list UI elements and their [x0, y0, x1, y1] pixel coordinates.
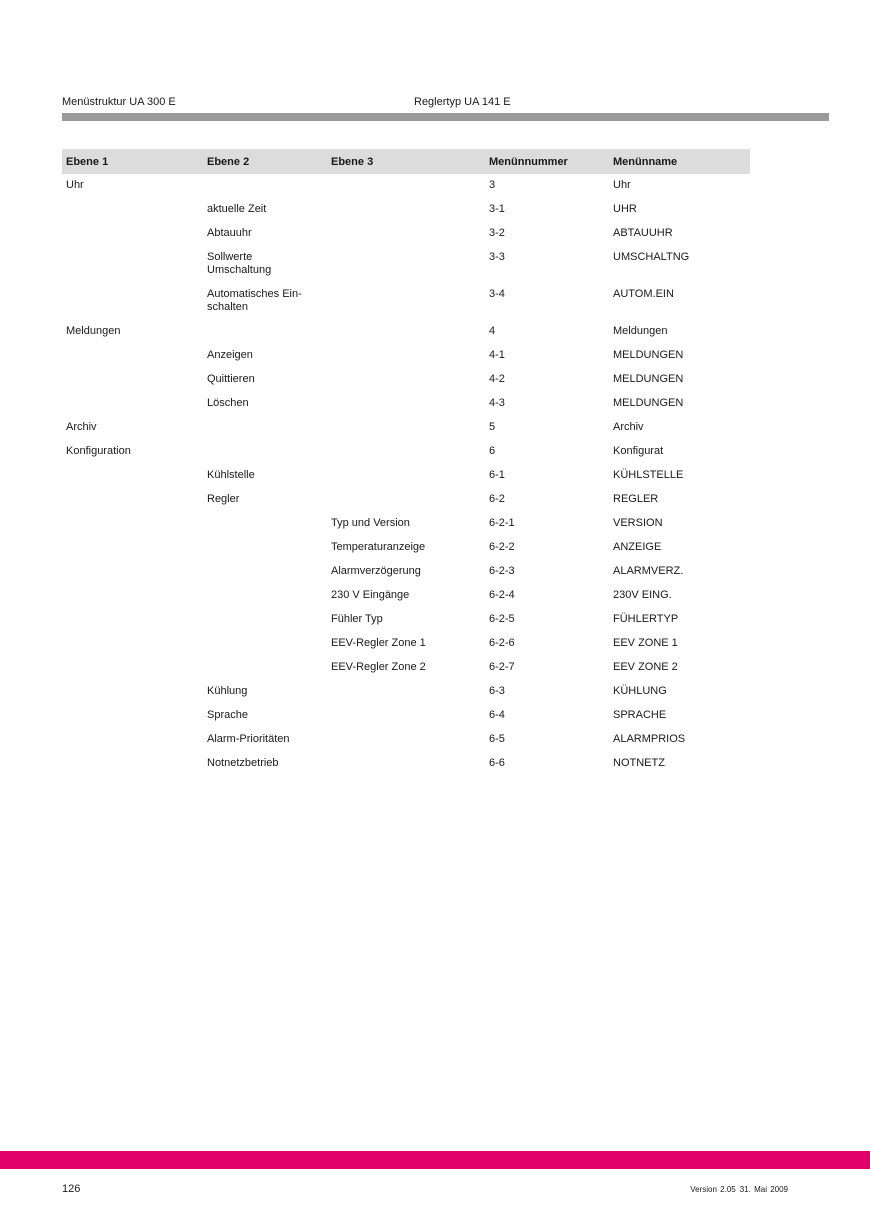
cell-menu-number: 6-2-7: [489, 661, 515, 673]
table-body: [62, 174, 750, 776]
cell-menu-number: 3-1: [489, 203, 505, 215]
cell-ebene-1: [62, 584, 203, 608]
cell-ebene-1: [62, 368, 203, 392]
cell-ebene-2: [203, 656, 327, 680]
cell-menu-name: MELDUNGEN: [613, 373, 684, 385]
table-row: [62, 464, 750, 488]
cell-ebene-2: [203, 584, 327, 608]
table-row: [62, 536, 750, 560]
cell-ebene-2: Automatisches Ein- schalten: [207, 288, 302, 313]
cell-ebene-3: [327, 752, 485, 776]
table-row: [62, 608, 750, 632]
cell-menu-number: 6-1: [489, 469, 505, 481]
cell-ebene-1: [62, 392, 203, 416]
cell-menu-name: VERSION: [613, 517, 663, 529]
cell-ebene-3: [327, 283, 485, 320]
cell-menu-name: EEV ZONE 2: [613, 661, 678, 673]
cell-menu-number: 6-5: [489, 733, 505, 745]
cell-menu-number: 6-2-4: [489, 589, 515, 601]
cell-menu-name: UMSCHALTNG: [613, 251, 690, 263]
cell-ebene-2: [203, 536, 327, 560]
cell-menu-number: 6-4: [489, 709, 505, 721]
cell-ebene-1: [62, 560, 203, 584]
cell-ebene-2: Regler: [207, 493, 240, 505]
cell-menu-name: ALARMVERZ.: [613, 565, 684, 577]
version-date: 31. Mai 2009: [739, 1185, 788, 1194]
cell-menu-number: 3-2: [489, 227, 505, 239]
cell-menu-name: MELDUNGEN: [613, 397, 684, 409]
cell-ebene-3: [327, 246, 485, 283]
cell-menu-number: 6-2-6: [489, 637, 515, 649]
table-row: [62, 392, 750, 416]
table-row: [62, 368, 750, 392]
cell-menu-name: KÜHLSTELLE: [613, 469, 684, 481]
cell-ebene-2: Löschen: [207, 397, 249, 409]
cell-ebene-3: Fühler Typ: [331, 613, 383, 625]
cell-menu-name: EEV ZONE 1: [613, 637, 678, 649]
cell-ebene-3: EEV-Regler Zone 2: [331, 661, 426, 673]
cell-ebene-2: Kühlung: [207, 685, 248, 697]
cell-menu-name: MELDUNGEN: [613, 349, 684, 361]
running-header-title: Menüstruktur UA 300 E: [62, 96, 176, 108]
running-header-controller-type: Reglertyp UA 141 E: [414, 96, 511, 108]
footer-accent-bar: [0, 1151, 870, 1169]
table-row: [62, 283, 750, 320]
table-row: [62, 488, 750, 512]
cell-ebene-2: [203, 174, 327, 198]
cell-ebene-2: Sollwerte Umschaltung: [207, 251, 272, 276]
cell-ebene-1: [62, 464, 203, 488]
cell-menu-name: KÜHLUNG: [613, 685, 667, 697]
column-header-menu-number: Menünnummer: [485, 149, 609, 174]
table-row: [62, 632, 750, 656]
cell-ebene-2: Quittieren: [207, 373, 255, 385]
cell-ebene-1: [62, 488, 203, 512]
table-header-row: [62, 149, 750, 174]
cell-ebene-3: [327, 222, 485, 246]
cell-ebene-3: [327, 440, 485, 464]
table-row: [62, 656, 750, 680]
cell-ebene-1: [62, 344, 203, 368]
cell-ebene-2: [203, 632, 327, 656]
cell-menu-number: 6: [489, 445, 496, 457]
cell-ebene-3: [327, 392, 485, 416]
cell-ebene-1: [62, 222, 203, 246]
cell-ebene-1: Meldungen: [66, 325, 121, 337]
cell-ebene-1: [62, 246, 203, 283]
column-header-ebene-1: Ebene 1: [62, 149, 203, 174]
table-row: [62, 222, 750, 246]
cell-ebene-3: [327, 464, 485, 488]
table-row: [62, 320, 750, 344]
cell-ebene-1: [62, 512, 203, 536]
table-row: [62, 174, 750, 198]
cell-ebene-1: [62, 608, 203, 632]
version-label: Version 2.05: [690, 1185, 736, 1194]
table-row: [62, 440, 750, 464]
cell-ebene-2: Anzeigen: [207, 349, 253, 361]
cell-ebene-3: Typ und Version: [331, 517, 410, 529]
cell-ebene-3: [327, 488, 485, 512]
cell-ebene-3: [327, 704, 485, 728]
cell-ebene-2: [203, 416, 327, 440]
cell-ebene-3: [327, 368, 485, 392]
cell-ebene-1: Uhr: [66, 179, 84, 191]
cell-menu-number: 6-2-2: [489, 541, 515, 553]
cell-menu-name: FÜHLERTYP: [613, 613, 679, 625]
column-header-ebene-3: Ebene 3: [327, 149, 485, 174]
cell-ebene-3: [327, 728, 485, 752]
cell-menu-number: 4: [489, 325, 496, 337]
cell-ebene-2: [203, 440, 327, 464]
cell-ebene-2: Abtauuhr: [207, 227, 252, 239]
cell-menu-name: Archiv: [613, 421, 644, 433]
table-row: [62, 560, 750, 584]
cell-ebene-2: Sprache: [207, 709, 248, 721]
cell-ebene-3: [327, 198, 485, 222]
cell-menu-name: ALARMPRIOS: [613, 733, 686, 745]
header-divider-bar: [62, 113, 829, 121]
table-row: [62, 584, 750, 608]
cell-menu-number: 3: [489, 179, 496, 191]
cell-menu-number: 6-6: [489, 757, 505, 769]
menu-structure-table: [62, 149, 750, 776]
column-header-ebene-2: Ebene 2: [203, 149, 327, 174]
cell-menu-number: 6-2-3: [489, 565, 515, 577]
cell-ebene-1: Konfiguration: [66, 445, 131, 457]
cell-menu-name: ABTAUUHR: [613, 227, 673, 239]
cell-menu-number: 5: [489, 421, 496, 433]
cell-ebene-1: [62, 632, 203, 656]
table-row: [62, 198, 750, 222]
table-row: [62, 344, 750, 368]
cell-menu-number: 6-2-5: [489, 613, 515, 625]
cell-ebene-3: [327, 344, 485, 368]
table-row: [62, 416, 750, 440]
cell-ebene-1: [62, 680, 203, 704]
cell-ebene-3: Temperaturanzeige: [331, 541, 426, 553]
cell-ebene-2: [203, 608, 327, 632]
cell-ebene-3: [327, 416, 485, 440]
cell-ebene-1: [62, 198, 203, 222]
cell-menu-name: NOTNETZ: [613, 757, 665, 769]
table-row: [62, 246, 750, 283]
table-row: [62, 728, 750, 752]
cell-ebene-1: [62, 283, 203, 320]
cell-menu-name: UHR: [613, 203, 637, 215]
cell-ebene-3: Alarmverzögerung: [331, 565, 421, 577]
cell-ebene-2: [203, 320, 327, 344]
table-row: [62, 680, 750, 704]
cell-ebene-2: [203, 512, 327, 536]
cell-ebene-2: aktuelle Zeit: [207, 203, 267, 215]
cell-ebene-2: Kühlstelle: [207, 469, 255, 481]
cell-ebene-1: [62, 536, 203, 560]
column-header-menu-name: Menünname: [609, 149, 750, 174]
cell-ebene-3: [327, 174, 485, 198]
cell-ebene-2: Notnetzbetrieb: [207, 757, 279, 769]
cell-ebene-1: [62, 752, 203, 776]
cell-menu-name: Konfigurat: [613, 445, 664, 457]
cell-ebene-1: [62, 704, 203, 728]
cell-menu-name: REGLER: [613, 493, 659, 505]
cell-menu-number: 6-2-1: [489, 517, 515, 529]
cell-menu-number: 3-3: [489, 251, 505, 263]
cell-ebene-3: 230 V Eingänge: [331, 589, 410, 601]
cell-menu-name: ANZEIGE: [613, 541, 662, 553]
version-info: [690, 1185, 788, 1194]
cell-menu-number: 6-2: [489, 493, 505, 505]
table-row: [62, 704, 750, 728]
table-row: [62, 512, 750, 536]
cell-menu-number: 4-3: [489, 397, 505, 409]
page-number: 126: [62, 1183, 81, 1195]
cell-ebene-3: [327, 320, 485, 344]
cell-ebene-3: [327, 680, 485, 704]
cell-menu-number: 3-4: [489, 288, 505, 300]
cell-ebene-1: [62, 728, 203, 752]
cell-menu-name: AUTOM.EIN: [613, 288, 674, 300]
cell-menu-name: 230V EING.: [613, 589, 672, 601]
cell-ebene-1: Archiv: [66, 421, 97, 433]
cell-menu-name: Uhr: [613, 179, 631, 191]
cell-menu-name: SPRACHE: [613, 709, 667, 721]
cell-menu-number: 6-3: [489, 685, 505, 697]
cell-ebene-2: [203, 560, 327, 584]
cell-menu-number: 4-1: [489, 349, 505, 361]
cell-ebene-3: EEV-Regler Zone 1: [331, 637, 426, 649]
table-row: [62, 752, 750, 776]
cell-ebene-1: [62, 656, 203, 680]
cell-menu-name: Meldungen: [613, 325, 668, 337]
cell-menu-number: 4-2: [489, 373, 505, 385]
cell-ebene-2: Alarm-Prioritäten: [207, 733, 290, 745]
